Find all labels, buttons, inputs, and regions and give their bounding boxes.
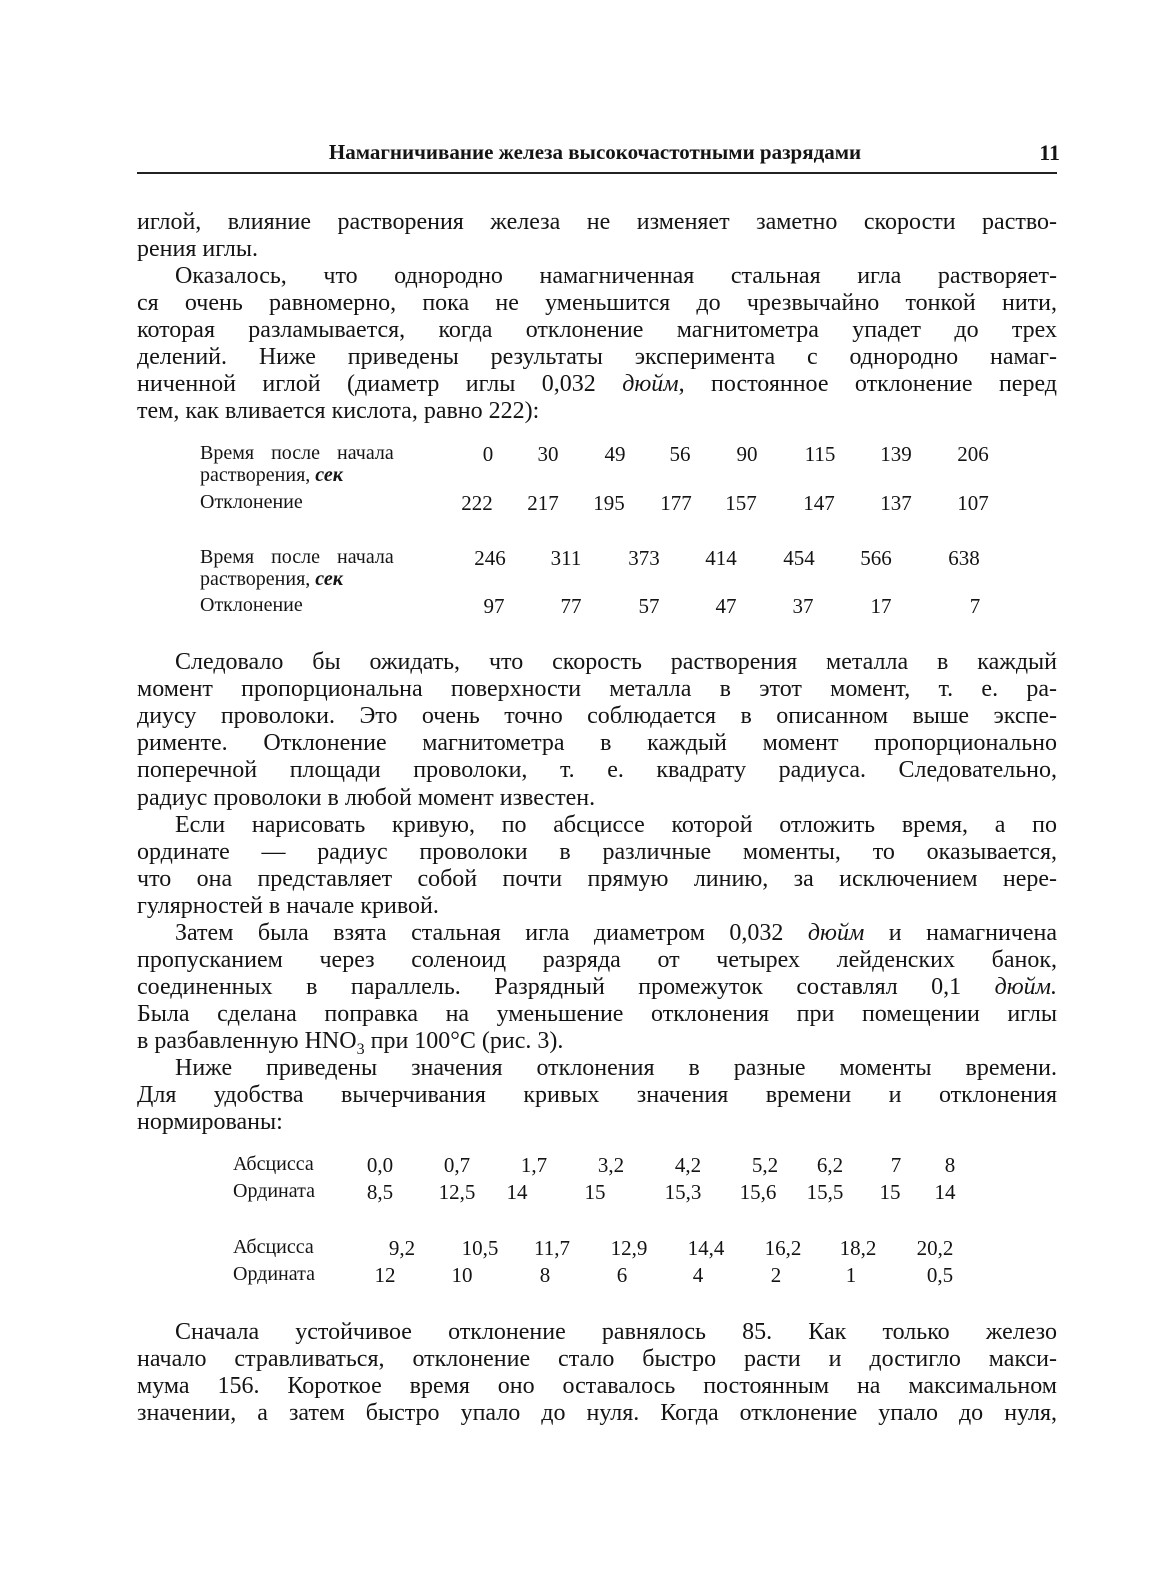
deflection-value: 157 xyxy=(725,491,757,515)
time-value: 311 xyxy=(550,546,582,570)
ordinate-value: 15,3 xyxy=(664,1180,702,1204)
time-value: 139 xyxy=(880,442,912,466)
italic-unit: дюйм xyxy=(622,371,679,397)
paragraph-6-line: значении, а затем быстро упало до нуля. Когда отклонение упало до нуля, xyxy=(137,1400,1057,1426)
time-value: 206 xyxy=(957,442,989,466)
deflection-value: 47 xyxy=(715,594,737,618)
ordinate-value: 15,5 xyxy=(806,1180,844,1204)
paragraph-0-line: рения иглы. xyxy=(137,236,258,262)
text-segment: в разбавленную HNO xyxy=(137,1028,357,1054)
time-value: 566 xyxy=(860,546,892,570)
text-segment: и намагничена xyxy=(864,920,1058,946)
abscissa-value: 16,2 xyxy=(764,1236,802,1260)
time-value: 49 xyxy=(604,442,626,466)
ordinate-value: 14 xyxy=(934,1180,956,1204)
time-label-cont: растворения, xyxy=(200,464,311,486)
text-segment: ниченной иглой (диаметр иглы 0,032 xyxy=(137,371,623,397)
time-value: 115 xyxy=(804,442,836,466)
paragraph-1-line xyxy=(137,371,1057,398)
deflection-value: 97 xyxy=(483,594,505,618)
paragraph-1-line: которая разламывается, когда отклонение магнитометра упадет до трех xyxy=(137,317,1057,343)
page-number: 11 xyxy=(1039,140,1060,165)
ordinate-value: 8,5 xyxy=(366,1180,394,1204)
time-value: 30 xyxy=(537,442,559,466)
paragraph-5-line: нормированы: xyxy=(137,1109,283,1135)
paragraph-2-line: радиус проволоки в любой момент известен. xyxy=(137,785,596,811)
time-value: 246 xyxy=(474,546,506,570)
paragraph-6-line: Сначала устойчивое отклонение равнялось 85. Как только железо xyxy=(175,1319,1057,1345)
subscript: 3 xyxy=(356,1040,365,1058)
text-segment: Затем была взята стальная игла диаметром 0,032 xyxy=(175,920,808,946)
abscissa-value: 9,2 xyxy=(388,1236,416,1260)
paragraph-4-line: Была сделана поправка на уменьшение отклонения при помещении иглы xyxy=(137,1001,1057,1027)
paragraph-4-line xyxy=(137,974,1057,1001)
header-rule xyxy=(137,172,1057,174)
abscissa-value: 10,5 xyxy=(461,1236,499,1260)
deflection-value: 107 xyxy=(957,491,989,515)
italic-unit: дюйм. xyxy=(994,974,1057,1000)
abscissa-value: 8 xyxy=(944,1153,956,1177)
time-label: Время после начала xyxy=(200,546,394,568)
ordinate-value: 12 xyxy=(374,1263,396,1287)
deflection-value: 222 xyxy=(461,491,493,515)
time-value: 90 xyxy=(736,442,758,466)
paragraph-1-line: делений. Ниже приведены результаты эксперимента с однородно намаг- xyxy=(137,344,1057,370)
ordinate-value: 2 xyxy=(770,1263,782,1287)
abscissa-value: 0,0 xyxy=(366,1153,394,1177)
text-segment: при 100°C (рис. 3). xyxy=(364,1028,564,1054)
ordinate-value: 10 xyxy=(451,1263,473,1287)
paragraph-4-line xyxy=(175,920,1057,947)
paragraph-1-line: тем, как вливается кислота, равно 222): xyxy=(137,398,540,424)
ordinate-value: 4 xyxy=(692,1263,704,1287)
abscissa-label: Абсцисса xyxy=(233,1153,314,1175)
deflection-value: 217 xyxy=(527,491,559,515)
paragraph-2-line: Следовало бы ожидать, что скорость растворения металла в каждый xyxy=(175,649,1057,675)
deflection-label: Отклонение xyxy=(200,491,303,513)
paragraph-1-line: ся очень равномерно, пока не уменьшится до чрезвычайно тонкой нити, xyxy=(137,290,1057,316)
abscissa-value: 12,9 xyxy=(610,1236,648,1260)
paragraph-6-line: начало стравливаться, отклонение стало быстро расти и достигло макси- xyxy=(137,1346,1057,1372)
ordinate-label: Ордината xyxy=(233,1263,315,1285)
running-header-title: Намагничивание железа высокочастотными разрядами xyxy=(328,140,862,164)
time-unit: сек xyxy=(315,464,343,486)
deflection-value: 7 xyxy=(969,594,981,618)
ordinate-value: 15 xyxy=(584,1180,606,1204)
ordinate-value: 0,5 xyxy=(926,1263,954,1287)
abscissa-value: 3,2 xyxy=(597,1153,625,1177)
deflection-value: 147 xyxy=(803,491,835,515)
ordinate-value: 1 xyxy=(845,1263,857,1287)
time-value: 0 xyxy=(482,442,494,466)
time-value: 56 xyxy=(669,442,691,466)
ordinate-value: 14 xyxy=(506,1180,528,1204)
paragraph-1-line: Оказалось, что однородно намагниченная стальная игла растворяет- xyxy=(175,263,1057,289)
paragraph-5-line: Для удобства вычерчивания кривых значения времени и отклонения xyxy=(137,1082,1057,1108)
abscissa-value: 1,7 xyxy=(520,1153,548,1177)
abscissa-value: 5,2 xyxy=(751,1153,779,1177)
deflection-value: 57 xyxy=(638,594,660,618)
abscissa-label: Абсцисса xyxy=(233,1236,314,1258)
deflection-value: 177 xyxy=(660,491,692,515)
paragraph-2-line: поперечной площади проволоки, т. е. квадрату радиуса. Следовательно, xyxy=(137,757,1057,783)
ordinate-value: 8 xyxy=(539,1263,551,1287)
deflection-label: Отклонение xyxy=(200,594,303,616)
time-value: 414 xyxy=(705,546,737,570)
paragraph-6-line: мума 156. Короткое время оно оставалось постоянным на максимальном xyxy=(137,1373,1057,1399)
paragraph-3-line: ординате — радиус проволоки в различные моменты, то оказывается, xyxy=(137,839,1057,865)
abscissa-value: 7 xyxy=(890,1153,902,1177)
abscissa-value: 4,2 xyxy=(674,1153,702,1177)
abscissa-value: 6,2 xyxy=(816,1153,844,1177)
ordinate-value: 15,6 xyxy=(739,1180,777,1204)
deflection-value: 37 xyxy=(792,594,814,618)
paragraph-4-line xyxy=(137,1028,1057,1058)
text-segment: соединенных в параллель. Разрядный промежуток составлял 0,1 xyxy=(137,974,995,1000)
ordinate-value: 12,5 xyxy=(438,1180,476,1204)
time-label-cont: растворения, xyxy=(200,568,311,590)
italic-unit: дюйм xyxy=(807,920,865,946)
paragraph-3-line: что она представляет собой почти прямую линию, за исключением нере- xyxy=(137,866,1057,892)
time-label: Время после начала xyxy=(200,442,394,464)
paragraph-2-line: рименте. Отклонение магнитометра в каждый момент пропорционально xyxy=(137,730,1057,756)
abscissa-value: 0,7 xyxy=(443,1153,471,1177)
abscissa-value: 11,7 xyxy=(534,1236,570,1260)
time-value: 373 xyxy=(628,546,660,570)
abscissa-value: 14,4 xyxy=(687,1236,725,1260)
ordinate-value: 6 xyxy=(616,1263,628,1287)
paragraph-0-line: иглой, влияние растворения железа не изменяет заметно скорости раство- xyxy=(137,209,1057,235)
paragraph-2-line: момент пропорциональна поверхности металла в этот момент, т. е. ра- xyxy=(137,676,1057,702)
ordinate-value: 15 xyxy=(879,1180,901,1204)
paragraph-2-line: диусу проволоки. Это очень точно соблюдается в описанном выше экспе- xyxy=(137,703,1057,729)
deflection-value: 137 xyxy=(880,491,912,515)
paragraph-4-line: пропусканием через соленоид разряда от четырех лейденских банок, xyxy=(137,947,1057,973)
abscissa-value: 18,2 xyxy=(839,1236,877,1260)
time-unit: сек xyxy=(315,568,343,590)
abscissa-value: 20,2 xyxy=(916,1236,954,1260)
paragraph-3-line: Если нарисовать кривую, по абсциссе которой отложить время, а по xyxy=(175,812,1057,838)
paragraph-3-line: гулярностей в начале кривой. xyxy=(137,893,439,919)
text-segment: , постоянное отклонение перед xyxy=(678,371,1058,397)
deflection-value: 17 xyxy=(870,594,892,618)
time-value: 454 xyxy=(783,546,815,570)
deflection-value: 77 xyxy=(560,594,582,618)
ordinate-label: Ордината xyxy=(233,1180,315,1202)
time-value: 638 xyxy=(948,546,980,570)
deflection-value: 195 xyxy=(593,491,625,515)
paragraph-5-line: Ниже приведены значения отклонения в разные моменты времени. xyxy=(175,1055,1057,1081)
